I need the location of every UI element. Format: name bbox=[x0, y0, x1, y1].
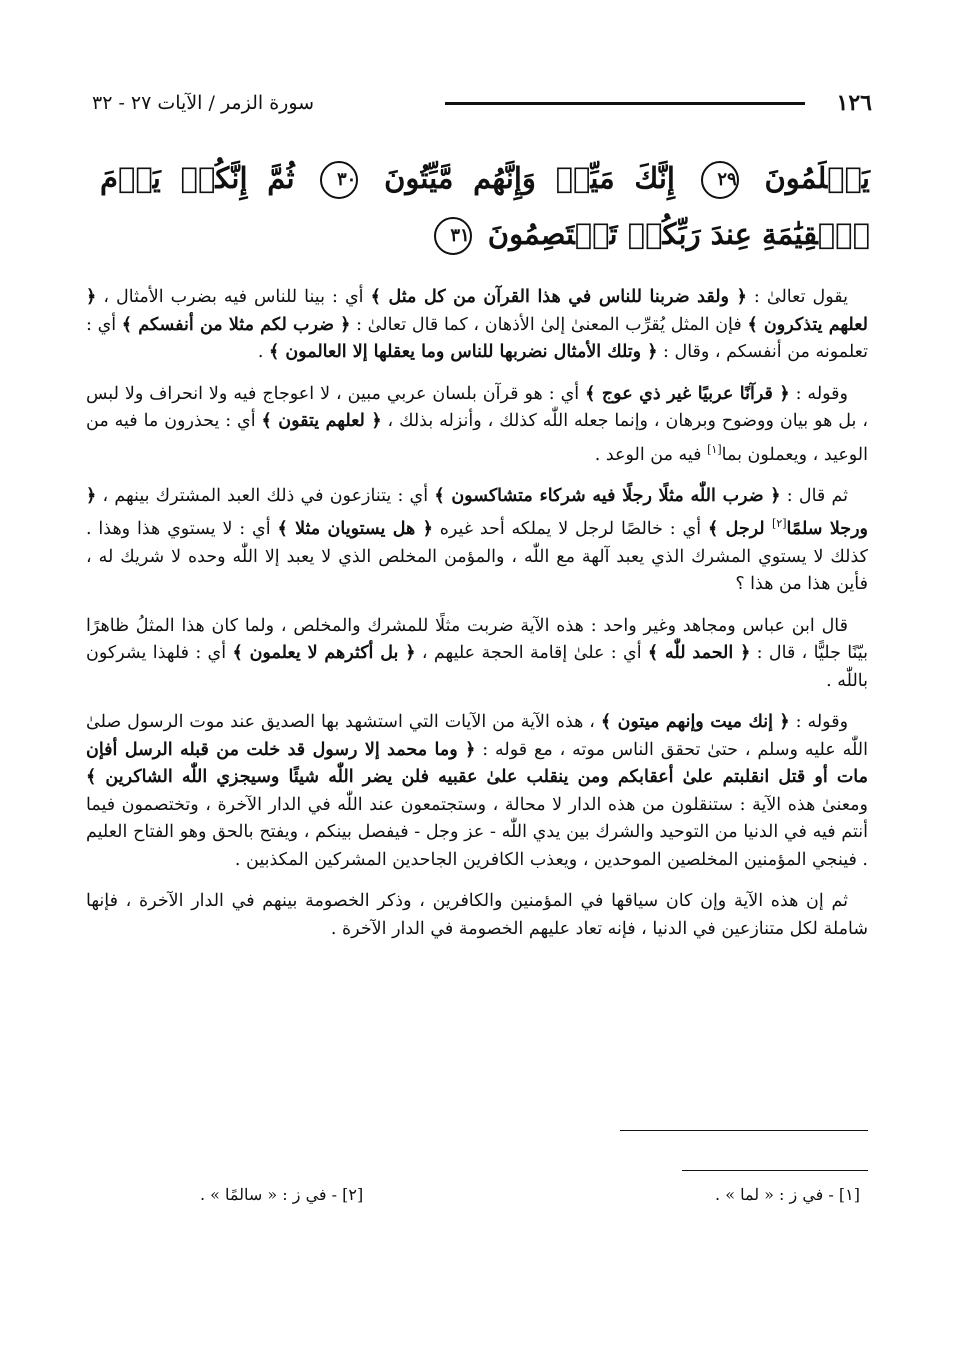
footnote-2: [٢] - في ز : « سالمًا » . bbox=[200, 1185, 364, 1204]
paragraph bbox=[86, 284, 868, 367]
text: قال ابن عباس ومجاهد وغير واحد : هذه الآية ضربت مثلًا للمشرك والمخلص ، ولما كان هذا المثلُ ظاهرًا بيّنًا جليًّا ، قال : bbox=[86, 615, 868, 664]
paragraph bbox=[86, 381, 868, 469]
paragraph-rule bbox=[620, 1130, 868, 1131]
text: ومعنىٰ هذه الآية : ستنقلون من هذه الدار لا محالة ، وستجتمعون عند اللّٰه في الدار الآخرة ، وتختصمون فيما أنتم فيه في الدنيا من التوحيد والشرك بين يدي اللّٰه - عز وجل - فيفصل بينكم ، ويفتح بالحق وهو الفتاح العليم . فينجي المؤمنين المخلصين الموحدين ، ويعذب الكافرين الجاحدين المشركين المكذبين . bbox=[86, 794, 868, 870]
quran-quote: ﴿ قرآنًا عربيًا غير ذي عوج ﴾ bbox=[585, 383, 790, 404]
text: فيه من الوعد . bbox=[594, 444, 708, 465]
quran-quote: ﴿ ضرب لكم مثلا من أنفسكم ﴾ bbox=[121, 314, 351, 335]
verse-text: ثُمَّ إِنَّكُمۡ يَوۡمَ ٱلۡقِيَٰمَةِ عِندَ رَبِّكُمۡ تَخۡتَصِمُونَ bbox=[100, 161, 870, 251]
text: أي : تعلمونه من أنفسكم ، وقال : bbox=[86, 314, 868, 362]
quran-quote: ﴿ ورجلا سلمًا bbox=[86, 485, 868, 540]
text: وقوله : bbox=[789, 712, 849, 733]
quran-quote: ﴿ الحمد للّٰه ﴾ bbox=[647, 643, 751, 664]
footnote-reference: [١] bbox=[707, 442, 722, 456]
text: أي : لا يستوي هذا وهذا . كذلك لا يستوي المشرك الذي يعبد آلهة مع اللّٰه ، والمؤمن المخلص الذي لا يعبد إلا اللّٰه وحده لا شريك له ، فأين هذا من هذا ؟ bbox=[86, 519, 868, 595]
verse-text: يَعۡلَمُونَ bbox=[764, 161, 870, 195]
quran-quote: ﴿ وتلك الأمثال نضربها للناس وما يعقلها إلا العالمون ﴾ bbox=[268, 342, 658, 362]
text: أي : يتنازعون في ذلك العبد المشترك بينهم ، bbox=[96, 485, 435, 506]
footnotes bbox=[200, 1185, 860, 1204]
page-number: ١٢٦ bbox=[836, 90, 872, 116]
quran-quote: ﴿ وما محمد إلا رسول قد خلت من قبله الرسل أفإن مات أو قتل انقلبتم علىٰ أعقابكم ومن ينقلب علىٰ عقبيه فلن يضر اللّٰه شيئًا وسيجزي اللّٰه الشاكرين ﴾ bbox=[86, 739, 868, 788]
text: فإن المثل يُقرِّب المعنىٰ إلىٰ الأذهان ، كما قال تعالىٰ : bbox=[350, 314, 748, 335]
text: وقوله : bbox=[789, 383, 849, 404]
footnote-reference: [٢] bbox=[772, 517, 787, 531]
paragraph bbox=[86, 483, 868, 599]
paragraph bbox=[86, 709, 868, 874]
quran-quote: ﴿ ولقد ضربنا للناس في هذا القرآن من كل مثل ﴾ bbox=[370, 287, 747, 307]
text: أي : خالصًا لرجل لا يملكه أحد غيره bbox=[432, 519, 708, 540]
text: أي : بينا للناس فيه بضرب الأمثال ، bbox=[96, 287, 371, 307]
quran-quote: ﴿ هل يستويان مثلا ﴾ bbox=[277, 519, 433, 540]
quran-quote: ﴿ بل أكثرهم لا يعلمون ﴾ bbox=[232, 643, 416, 664]
text: أي : يحذرون ما فيه من الوعيد ، ويعملون بما bbox=[86, 411, 868, 465]
ayah-number-marker: ٣٠ bbox=[320, 161, 358, 199]
text: ثم قال : bbox=[780, 485, 849, 506]
quran-quote: ﴿ لعلهم يتذكرون ﴾ bbox=[86, 287, 868, 335]
verse-text: إِنَّكَ مَيِّتٞ وَإِنَّهُم مَّيِّتُونَ bbox=[384, 161, 675, 195]
quran-quote: لرجل ﴾ bbox=[707, 519, 773, 540]
text: ثم إن هذه الآية وإن كان سياقها في المؤمنين والكافرين ، وذكر الخصومة بينهم في الدار الآخرة ، فإنها شاملة لكل متنازعين في الدنيا ، فإنه تعاد عليهم الخصومة في الدار الآخرة . bbox=[86, 891, 868, 939]
ayah-number-marker: ٣١ bbox=[434, 217, 472, 255]
ayah-number-marker: ٢٩ bbox=[701, 161, 739, 199]
text: ، هذه الآية من الآيات التي استشهد بها الصديق عند موت الرسول صلىٰ اللّٰه عليه وسلم ، حتىٰ تحقق الناس موته ، مع قوله : bbox=[86, 712, 868, 760]
text: أي : فلهذا يشركون باللّٰه . bbox=[86, 643, 868, 691]
quran-quote: ﴿ ضرب اللّٰه مثلًا رجلًا فيه شركاء متشاكسون ﴾ bbox=[434, 485, 781, 506]
text: أي : علىٰ إقامة الحجة عليهم ، bbox=[415, 643, 648, 664]
header-rule bbox=[445, 102, 805, 105]
text: أي : هو قرآن بلسان عربي مبين ، لا اعوجاج فيه ولا انحراف ولا لبس ، بل هو بيان ووضوح وبرهان ، وإنما جعله اللّٰه كذلك ، وأنزله بذلك ، bbox=[86, 383, 868, 431]
commentary-body bbox=[86, 284, 868, 957]
text: يقول تعالىٰ : bbox=[746, 287, 848, 307]
page-header bbox=[92, 88, 872, 118]
running-title: سورة الزمر / الآيات ٢٧ - ٣٢ bbox=[92, 92, 315, 114]
paragraph bbox=[86, 613, 868, 696]
quran-verse bbox=[100, 150, 870, 262]
footnote-1: [١] - في ز : « لما » . bbox=[715, 1185, 860, 1204]
paragraph bbox=[86, 888, 868, 943]
quran-quote: ﴿ لعلهم يتقون ﴾ bbox=[261, 411, 382, 431]
footnote-separator bbox=[682, 1170, 868, 1171]
text: . bbox=[257, 342, 269, 362]
quran-quote: ﴿ إنك ميت وإنهم ميتون ﴾ bbox=[600, 712, 790, 733]
